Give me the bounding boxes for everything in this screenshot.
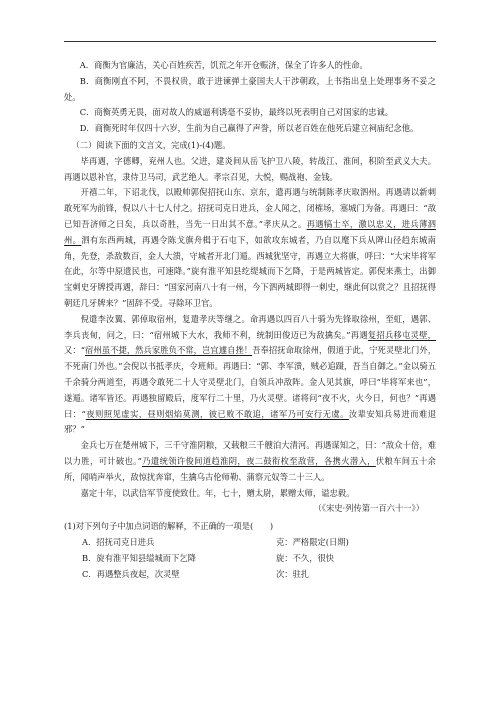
p3-text-d: 汝辈安知兵易进而难退邪？”	[64, 408, 436, 435]
p2-underlined: 再遇犒士卒，激以忠义，进兵薄泗州。	[64, 218, 436, 245]
option-a: A．商衡为官廉洁，关心百姓疾苦，饥荒之年开仓赈济，保全了许多人的性命。	[79, 60, 368, 70]
question-option-b-sentence: B．旋有淮平知县缢城而下乞降	[82, 552, 196, 563]
question-option-c-explanation: 次：驻扎	[276, 568, 310, 579]
p3-text-a: 倪遣李汝翼、郭倬取宿州，复遣孝庆等继之。命再遇以四百八十骑为先锋取徐州，至虹，遇郭、李兵丧甸，问之，曰：“宿州城下大水，我师不利，统制田俊迈已为敌擒矣。”再遇	[64, 313, 436, 340]
paragraph-2	[64, 185, 436, 311]
question-option-b	[64, 551, 436, 567]
p2-text-a: 开禧二年，下诏北伐，以殿帅郭倪招抚山东、京东，遣再遇与统制陈孝庆取泗州。再遇请以新刺敢死军为前锋，倪以八十七人付之。招抚司克日进兵，金人闻之，闭榷场，塞城门为备。再遇曰：“敌已知吾济师之日矣，兵以奇胜，当先一日出其不意。”孝庆从之。	[64, 187, 436, 229]
question-option-b-explanation: 旋：不久，很快	[276, 552, 335, 563]
p3-text-c: 吾奉招抚命取徐州，假道于此，宁死灵壁北门外，不死南门外也。”会倪以书抵孝庆，令班师。再遇曰：“郭、李军溃，贼必追蹑，吾当自御之。”金以骑五千余骑分两道至，再遇令敢死二十人守灵壁北门，自领兵冲敌阵。金人见其旗，呼曰“毕将军来也”，遂遁。诸军皆还。再遇独留殿后，度军行二十里，乃火灵壁。诸将问“夜不火，火今日，何也？”再遇曰：“	[64, 345, 436, 419]
p3-text-b: 又：“	[64, 345, 85, 356]
option-b: B．商衡刚直不阿，不畏权贵，敢于进谏弹土豪国夫人干涉朝政，上书指出皇上处理事务不妥之处。	[64, 75, 436, 102]
p4-text-a: 金兵七万在楚州城下，三千守淮阴粮，又载粮三千艘泊大清河。再遇谋知之，曰：“敌众十倍，难以力胜，可计破也。”	[64, 440, 436, 466]
p3-underlined-2: 宿州虽不捷，然兵家胜负不常，岂宜遽自挫！	[84, 345, 253, 356]
source-citation: （《宋史·列传第一百六十一》）	[313, 503, 424, 514]
section-heading: （二）阅读下面的文言文，完成(1)-(4)题。	[71, 139, 231, 150]
question-option-c	[64, 567, 436, 583]
option-d: D．商衡死时年仅四十六岁，生前为自己赢得了声誉，所以老百姓在他死后建立祠庙纪念他。	[79, 123, 419, 134]
paragraph-4	[64, 438, 436, 485]
p3-underlined-3: 夜则照见虚实，昼则烟焰莫测，彼已败不敢追，诸军乃可安行无虞。	[85, 408, 349, 419]
p2-text-b: 泗有东西两城，再遇令陈戈旗舟楫于石屯下，如欲攻东城者，乃自以麾下兵从陴山径趋东城南角，先登，杀敌数百，金人大溃，守城者开北门遁。西城犹坚守，再遇立大将旗，呼曰：“大宋毕将军在此，尔等中原遗民也，可速降。”旋有淮平知县纥缇城而下乞降，于是两城皆定。郭倪来燕士，出御宝刺史牙牌授再遇，辞曰：“国家河南八十有一州，今下泗两城即得一刺史，继此何以赏之？且招抚得朝廷几牙牌来？”固辞不受。寻除环卫官。	[64, 234, 436, 308]
p4-text-b: 伏粮车间五十余所，闻哨声举火，敌惊扰奔窜，生擒乌古伦师勒、蒲察元奴等二十三人。	[64, 455, 436, 482]
paragraph-5: 嘉定十年，以武信军节度使致仕。年，七十，赠太尉，累赠太师，谥忠毅。	[80, 487, 355, 498]
header-rule	[64, 41, 436, 42]
question-option-a-explanation: 克：严格限定(日期)	[276, 536, 349, 547]
paragraph-3	[64, 312, 436, 438]
question-stem: (1)对下列句子中加点词语的解释，不正确的一项是( )	[64, 521, 274, 532]
document-body	[64, 58, 436, 582]
question-option-a-sentence: A．招抚司克日进兵	[82, 536, 155, 547]
p4-underlined: 乃遣统领许俊间道趋淮阴，夜二鼓衔枚至敌营，各携火潜入，	[141, 455, 376, 466]
question-option-a	[64, 535, 436, 551]
p3-underlined-1: 复招兵移屯灵壁，	[367, 329, 436, 340]
option-c: C．商衡英勇无畏，面对故人的威逼利诱毫不妥协，最终以死表明自己对国家的忠诚。	[79, 107, 394, 118]
question-option-c-sentence: C．再遇整兵夜起，次灵壁	[82, 568, 180, 579]
paragraph-1: 毕再遇，字德卿，兖州人也。父进，建炎间从岳飞护卫八陵，转战江、淮间，积阶至武义大夫。再遇以恩补官，隶侍卫马司，武艺绝人。孝宗召见，大悦，赐战袍、金钱。	[64, 155, 436, 182]
